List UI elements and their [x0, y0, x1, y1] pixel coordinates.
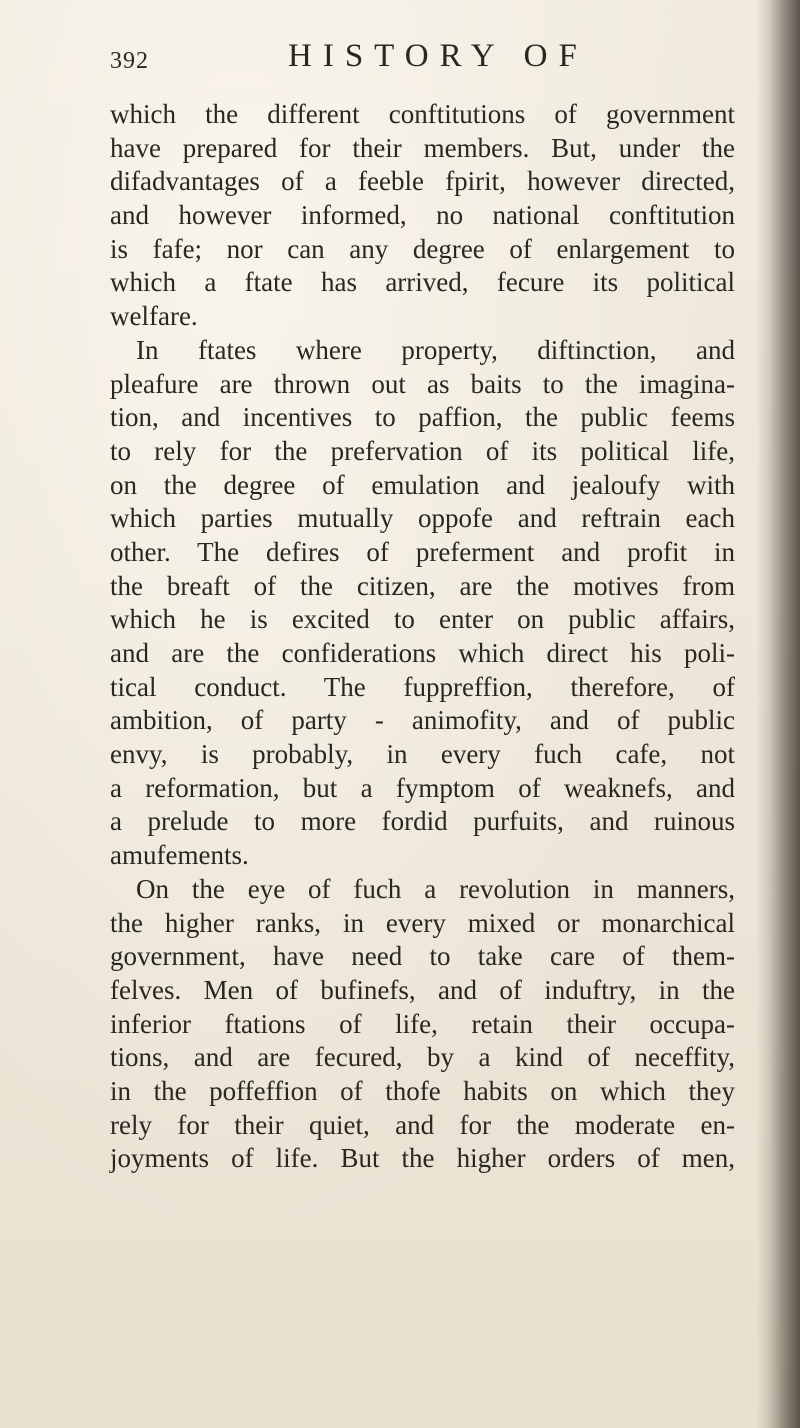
running-title: HISTORY OF	[288, 38, 588, 74]
text-line: In ftates where property, diftinction, and	[136, 334, 735, 365]
text-line: the higher ranks, in every mixed or monarchical	[110, 907, 735, 938]
text-line: and are the confiderations which direct his poli-	[110, 638, 735, 668]
text-line: which a ftate has arrived, fecure its political	[110, 267, 735, 298]
text-line: felves. Men of bufinefs, and of induftry, in the	[110, 974, 735, 1005]
text-line: is fafe; nor can any degree of enlargement to	[110, 233, 735, 264]
text-line: tions, and are fecured, by a kind of neceffity,	[110, 1042, 735, 1073]
text-line: a prelude to more fordid purfuits, and ruinous	[110, 806, 735, 837]
text-line: on the degree of emulation and jealoufy with	[110, 469, 735, 500]
text-line: pleafure are thrown out as baits to the imagina-	[110, 368, 735, 399]
text-line: joyments of life. But the higher orders of men,	[110, 1143, 735, 1174]
text-line: which the different conftitutions of government	[110, 99, 735, 129]
text-line: which he is excited to enter on public affairs,	[110, 604, 735, 635]
text-line: the breaft of the citizen, are the motives from	[110, 570, 735, 601]
text-line: inferior ftations of life, retain their occupa-	[110, 1008, 735, 1039]
text-line: other. The defires of preferment and profit in	[110, 536, 735, 567]
text-line: which parties mutually oppofe and reftrain each	[110, 503, 735, 534]
running-head	[110, 38, 730, 86]
text-line: to rely for the prefervation of its political life,	[110, 435, 735, 466]
text-line: and however informed, no national conftitution	[110, 200, 735, 231]
text-line: welfare.	[110, 301, 198, 332]
text-line: have prepared for their members. But, under the	[110, 132, 735, 163]
text-line: On the eye of fuch a revolution in manners,	[136, 873, 735, 904]
text-line: ambition, of party - animofity, and of public	[110, 705, 735, 736]
page-number: 392	[110, 48, 149, 74]
text-line: envy, is probably, in every fuch cafe, not	[110, 739, 735, 770]
page-edge-shadow	[756, 0, 800, 1428]
text-line: rely for their quiet, and for the moderate en-	[110, 1109, 735, 1140]
text-line: tical conduct. The fuppreffion, therefore, of	[110, 671, 735, 702]
text-line: government, have need to take care of them-	[110, 941, 735, 972]
text-line: in the poffeffion of thofe habits on which they	[110, 1075, 735, 1106]
text-line: a reformation, but a fymptom of weaknefs, and	[110, 772, 735, 803]
text-line: amufements.	[110, 840, 249, 871]
text-line: tion, and incentives to paffion, the public feems	[110, 402, 735, 433]
text-line: difadvantages of a feeble fpirit, however directed,	[110, 166, 735, 197]
body-text	[110, 98, 735, 1176]
